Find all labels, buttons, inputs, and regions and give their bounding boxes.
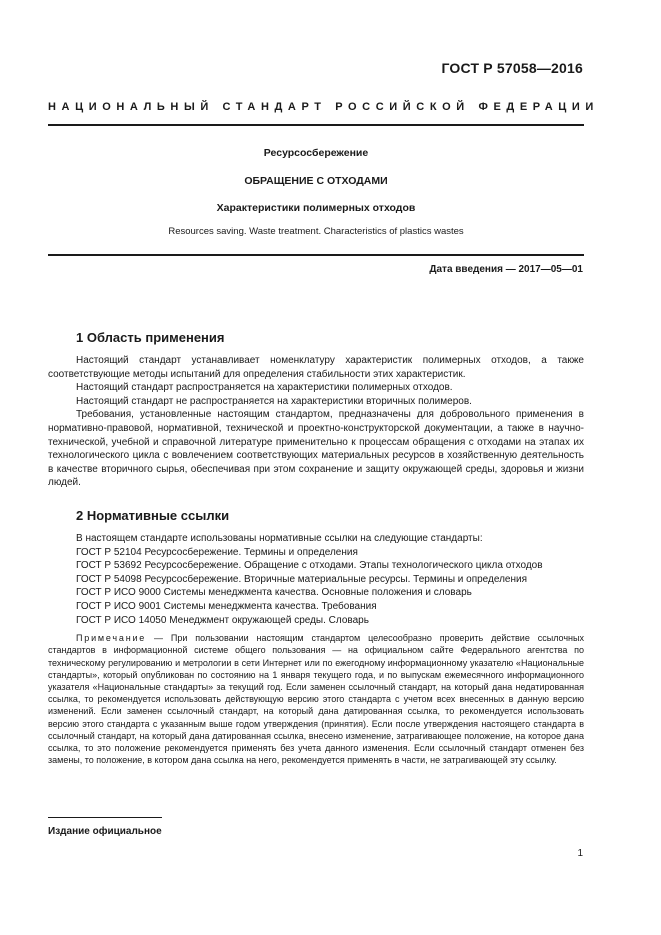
introduction-date: Дата введения — 2017—05—01 [429, 264, 583, 275]
reference-item: ГОСТ Р 52104 Ресурсосбережение. Термины и определения [76, 546, 358, 558]
subject-line: Ресурсосбережение [263, 147, 369, 159]
document-subtitle: Характеристики полимерных отходов [216, 202, 416, 214]
reference-item: ГОСТ Р ИСО 14050 Менеджмент окружающей среды. Словарь [76, 614, 369, 626]
page-number: 1 [577, 848, 583, 859]
document-title: ОБРАЩЕНИЕ С ОТХОДАМИ [244, 175, 388, 187]
national-standard-banner: НАЦИОНАЛЬНЫЙ СТАНДАРТ РОССИЙСКОЙ ФЕДЕРАЦИИ [48, 101, 599, 113]
note-paragraph [48, 632, 584, 766]
note-text: — При пользовании настоящим стандартом целесообразно проверить действие ссылочных стандартов в информационной системе общего пользования — на официальном сайте Федерального агентства по техническому регулированию и метрологии в сети Интернет или по ежегодному информационному указателю «Национальные стандарты», который опубликован по состоянию на 1 января текущего года, и по выпускам ежемесячного информационного указателя «Национальные стандарты» за текущий год. Если заменен ссылочный стандарт, на который дана недатированная ссылка, то рекомендуется использовать действующую версию этого стандарта с учетом всех внесенных в данную версию изменений. Если заменен ссылочный стандарт, на который дана датированная ссылка, то рекомендуется использовать версию этого стандарта с указанным выше годом утверждения (принятия). Если после утверждения настоящего стандарта в ссылочный стандарт, на который дана датированная ссылка, внесено изменение, затрагивающее положение, на которое дана ссылка, то это положение рекомендуется применять без учета данного изменения. Если ссылочный стандарт отменен без замены, то положение, в котором дана ссылка на него, рекомендуется применять в части, не затрагивающей эту ссылку. [48, 633, 584, 766]
official-edition-label: Издание официальное [48, 826, 162, 837]
reference-item: ГОСТ Р 53692 Ресурсосбережение. Обращение с отходами. Этапы технологического цикла отходов [76, 560, 543, 572]
english-title: Resources saving. Waste treatment. Characteristics of plastics wastes [168, 226, 464, 237]
reference-item: ГОСТ Р 54098 Ресурсосбережение. Вторичные материальные ресурсы. Термины и определения [76, 573, 528, 585]
footer-rule [48, 817, 162, 818]
paragraph: Настоящий стандарт распространяется на характеристики полимерных отходов. [76, 382, 453, 394]
paragraph: Настоящий стандарт устанавливает номенклатуру характеристик полимерных отходов, а также соответствующие методы испытаний для определения стабильности этих характеристик. [48, 355, 584, 380]
section-heading: 2 Нормативные ссылки [76, 508, 230, 523]
paragraph: Настоящий стандарт не распространяется на характеристики вторичных полимеров. [76, 395, 472, 407]
title-rule [48, 254, 584, 256]
note-label: Примечание [76, 633, 147, 644]
section-normative-references [48, 508, 584, 766]
header-rule [48, 124, 584, 126]
paragraph: Требования, установленные настоящим стандартом, предназначены для добровольного применения в нормативно-правовой, нормативной, технической и проектно-конструкторской документации, а также в научно-технической, учебной и справочной литературе применительно к процессам обращения с отходами на этапах их технологического цикла с вовлечением соответствующих материальных ресурсов в хозяйственную деятельность в качестве вторичного сырья, обеспечивая при этом сохранение и защиту окружающей среды, здоровья и жизни людей. [48, 409, 584, 489]
section-heading: 1 Область применения [76, 330, 225, 345]
reference-item: ГОСТ Р ИСО 9000 Системы менеджмента качества. Основные положения и словарь [76, 587, 472, 599]
reference-item: ГОСТ Р ИСО 9001 Системы менеджмента качества. Требования [76, 600, 377, 612]
paragraph: В настоящем стандарте использованы нормативные ссылки на следующие стандарты: [76, 533, 483, 544]
section-scope [48, 330, 584, 490]
document-number: ГОСТ Р 57058—2016 [441, 60, 583, 76]
